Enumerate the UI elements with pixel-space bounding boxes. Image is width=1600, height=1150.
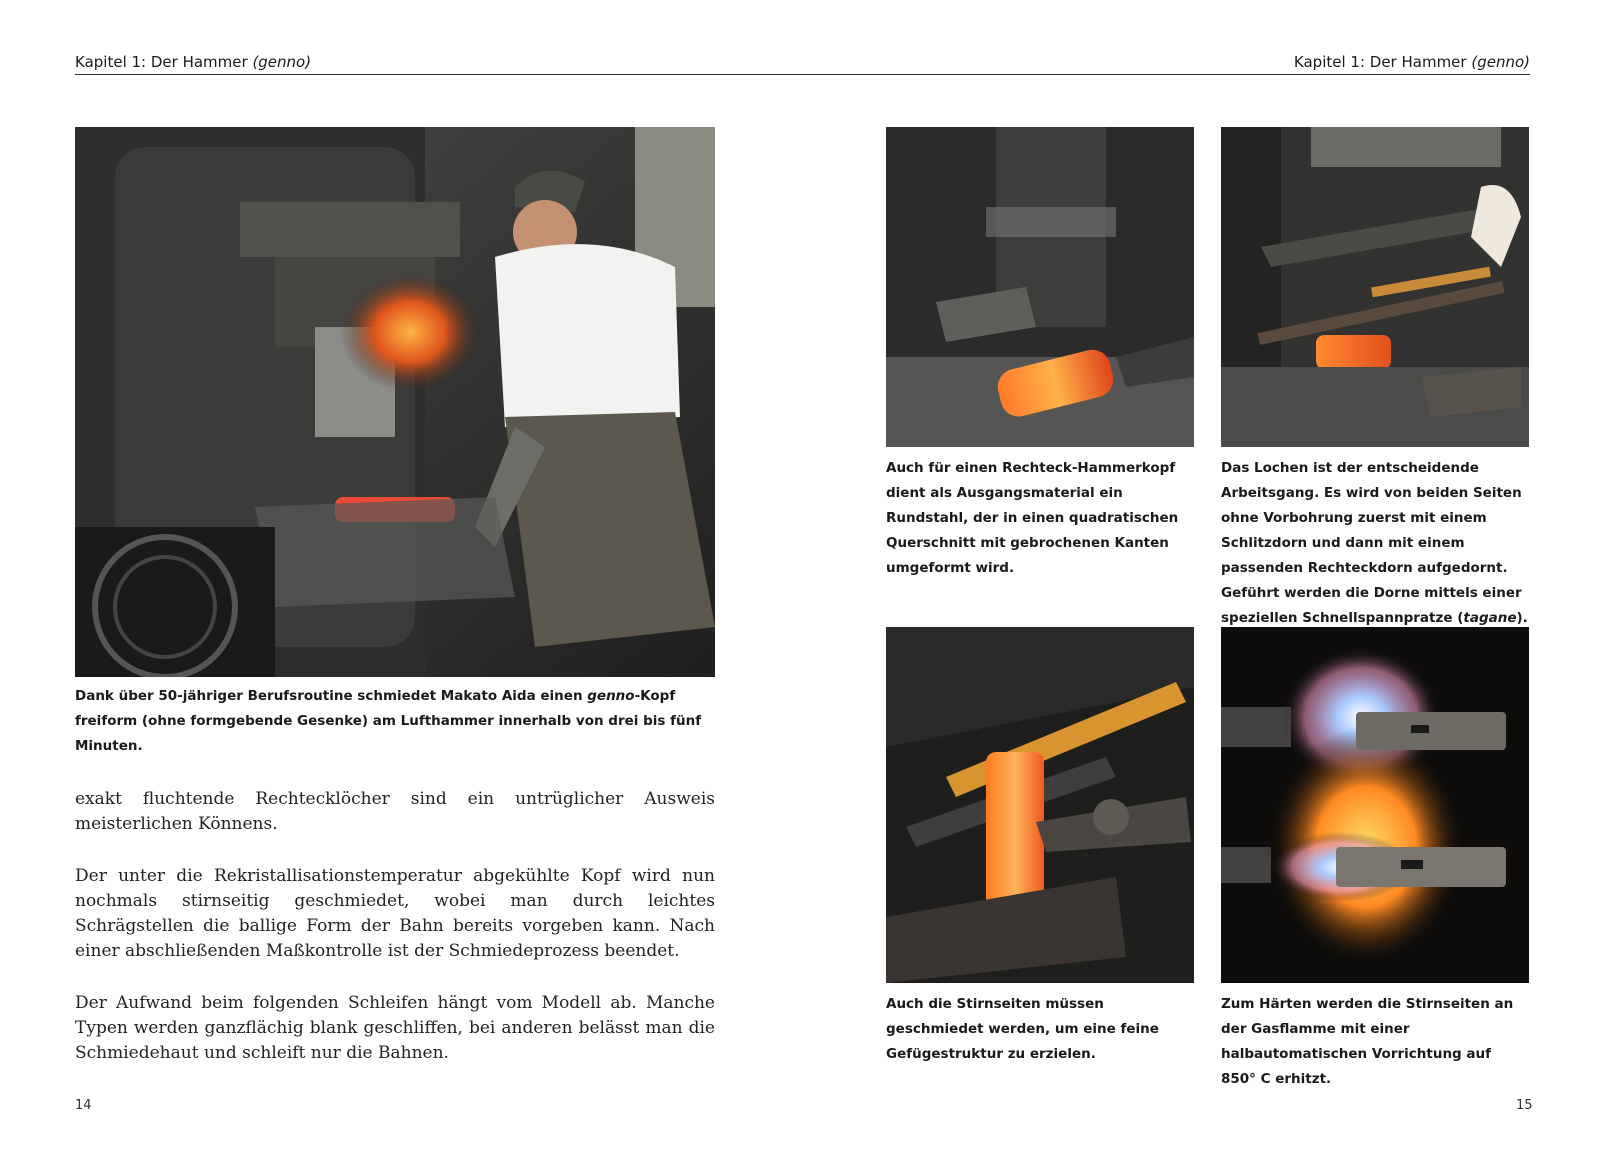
page-number-right: 15 — [1516, 1098, 1533, 1113]
header-title-left: Kapitel 1: Der Hammer (genno) — [75, 53, 312, 71]
caption-round-bar: Auch für einen Rechteck-Hammerkopf dient als Ausgangsmaterial ein Rundstahl, der in einen quadratischen Querschnitt mit gebrochenen Kanten umgeformt wird. — [886, 460, 1179, 576]
caption-end-faces: Auch die Stirnseiten müssen geschmiedet werden, um eine feine Gefügestruktur zu erzielen. — [886, 996, 1159, 1062]
body-paragraph-2: Der unter die Rekristallisationstemperatur abgekühlte Kopf wird nun nochmals stirnseitig geschmiedet, wobei man durch leichtes Schrägstellen die ballige Form der Bahn bereits vorgeben kann. Nach einer abschließenden Maßkontrolle ist der Schmiedeprozess beendet. — [75, 866, 715, 961]
photo-punching-hole — [1221, 127, 1529, 447]
body-paragraph-3: Der Aufwand beim folgenden Schleifen hängt vom Modell ab. Manche Typen werden ganzflächig blank geschliffen, bei anderen belässt man die Schmiedehaut und schleift nur die Bahnen. — [75, 993, 715, 1063]
photo-forging-end-faces — [886, 627, 1194, 983]
photo-round-bar-forging — [886, 127, 1194, 447]
caption-gas-flame: Zum Härten werden die Stirnseiten an der Gasflamme mit einer halbautomatischen Vorrichtung auf 850° C erhitzt. — [1221, 996, 1514, 1087]
photo-smith-at-air-hammer — [75, 127, 715, 677]
caption-punching: Das Lochen ist der entscheidende Arbeitsgang. Es wird von beiden Seiten ohne Vorbohrung zuerst mit einem Schlitzdorn und dann mit einem passenden Rechteckdorn aufgedornt. Geführt werden die Dorne mittels einer speziellen Schnellspannpratze (tagane). — [1221, 460, 1528, 626]
header-title-right: Kapitel 1: Der Hammer (genno) — [1293, 53, 1530, 71]
running-header — [75, 48, 1530, 75]
main-photo-caption: Dank über 50-jähriger Berufsroutine schmiedet Makato Aida einen genno-Kopf freiform (ohne formgebende Gesenke) am Lufthammer innerhalb von drei bis fünf Minuten. — [75, 688, 702, 754]
page-number-left: 14 — [75, 1098, 92, 1113]
photo-gas-flame-hardening — [1221, 627, 1529, 983]
body-paragraph-1: exakt fluchtende Rechtecklöcher sind ein untrüglicher Ausweis meisterlichen Könnens. — [75, 789, 715, 834]
